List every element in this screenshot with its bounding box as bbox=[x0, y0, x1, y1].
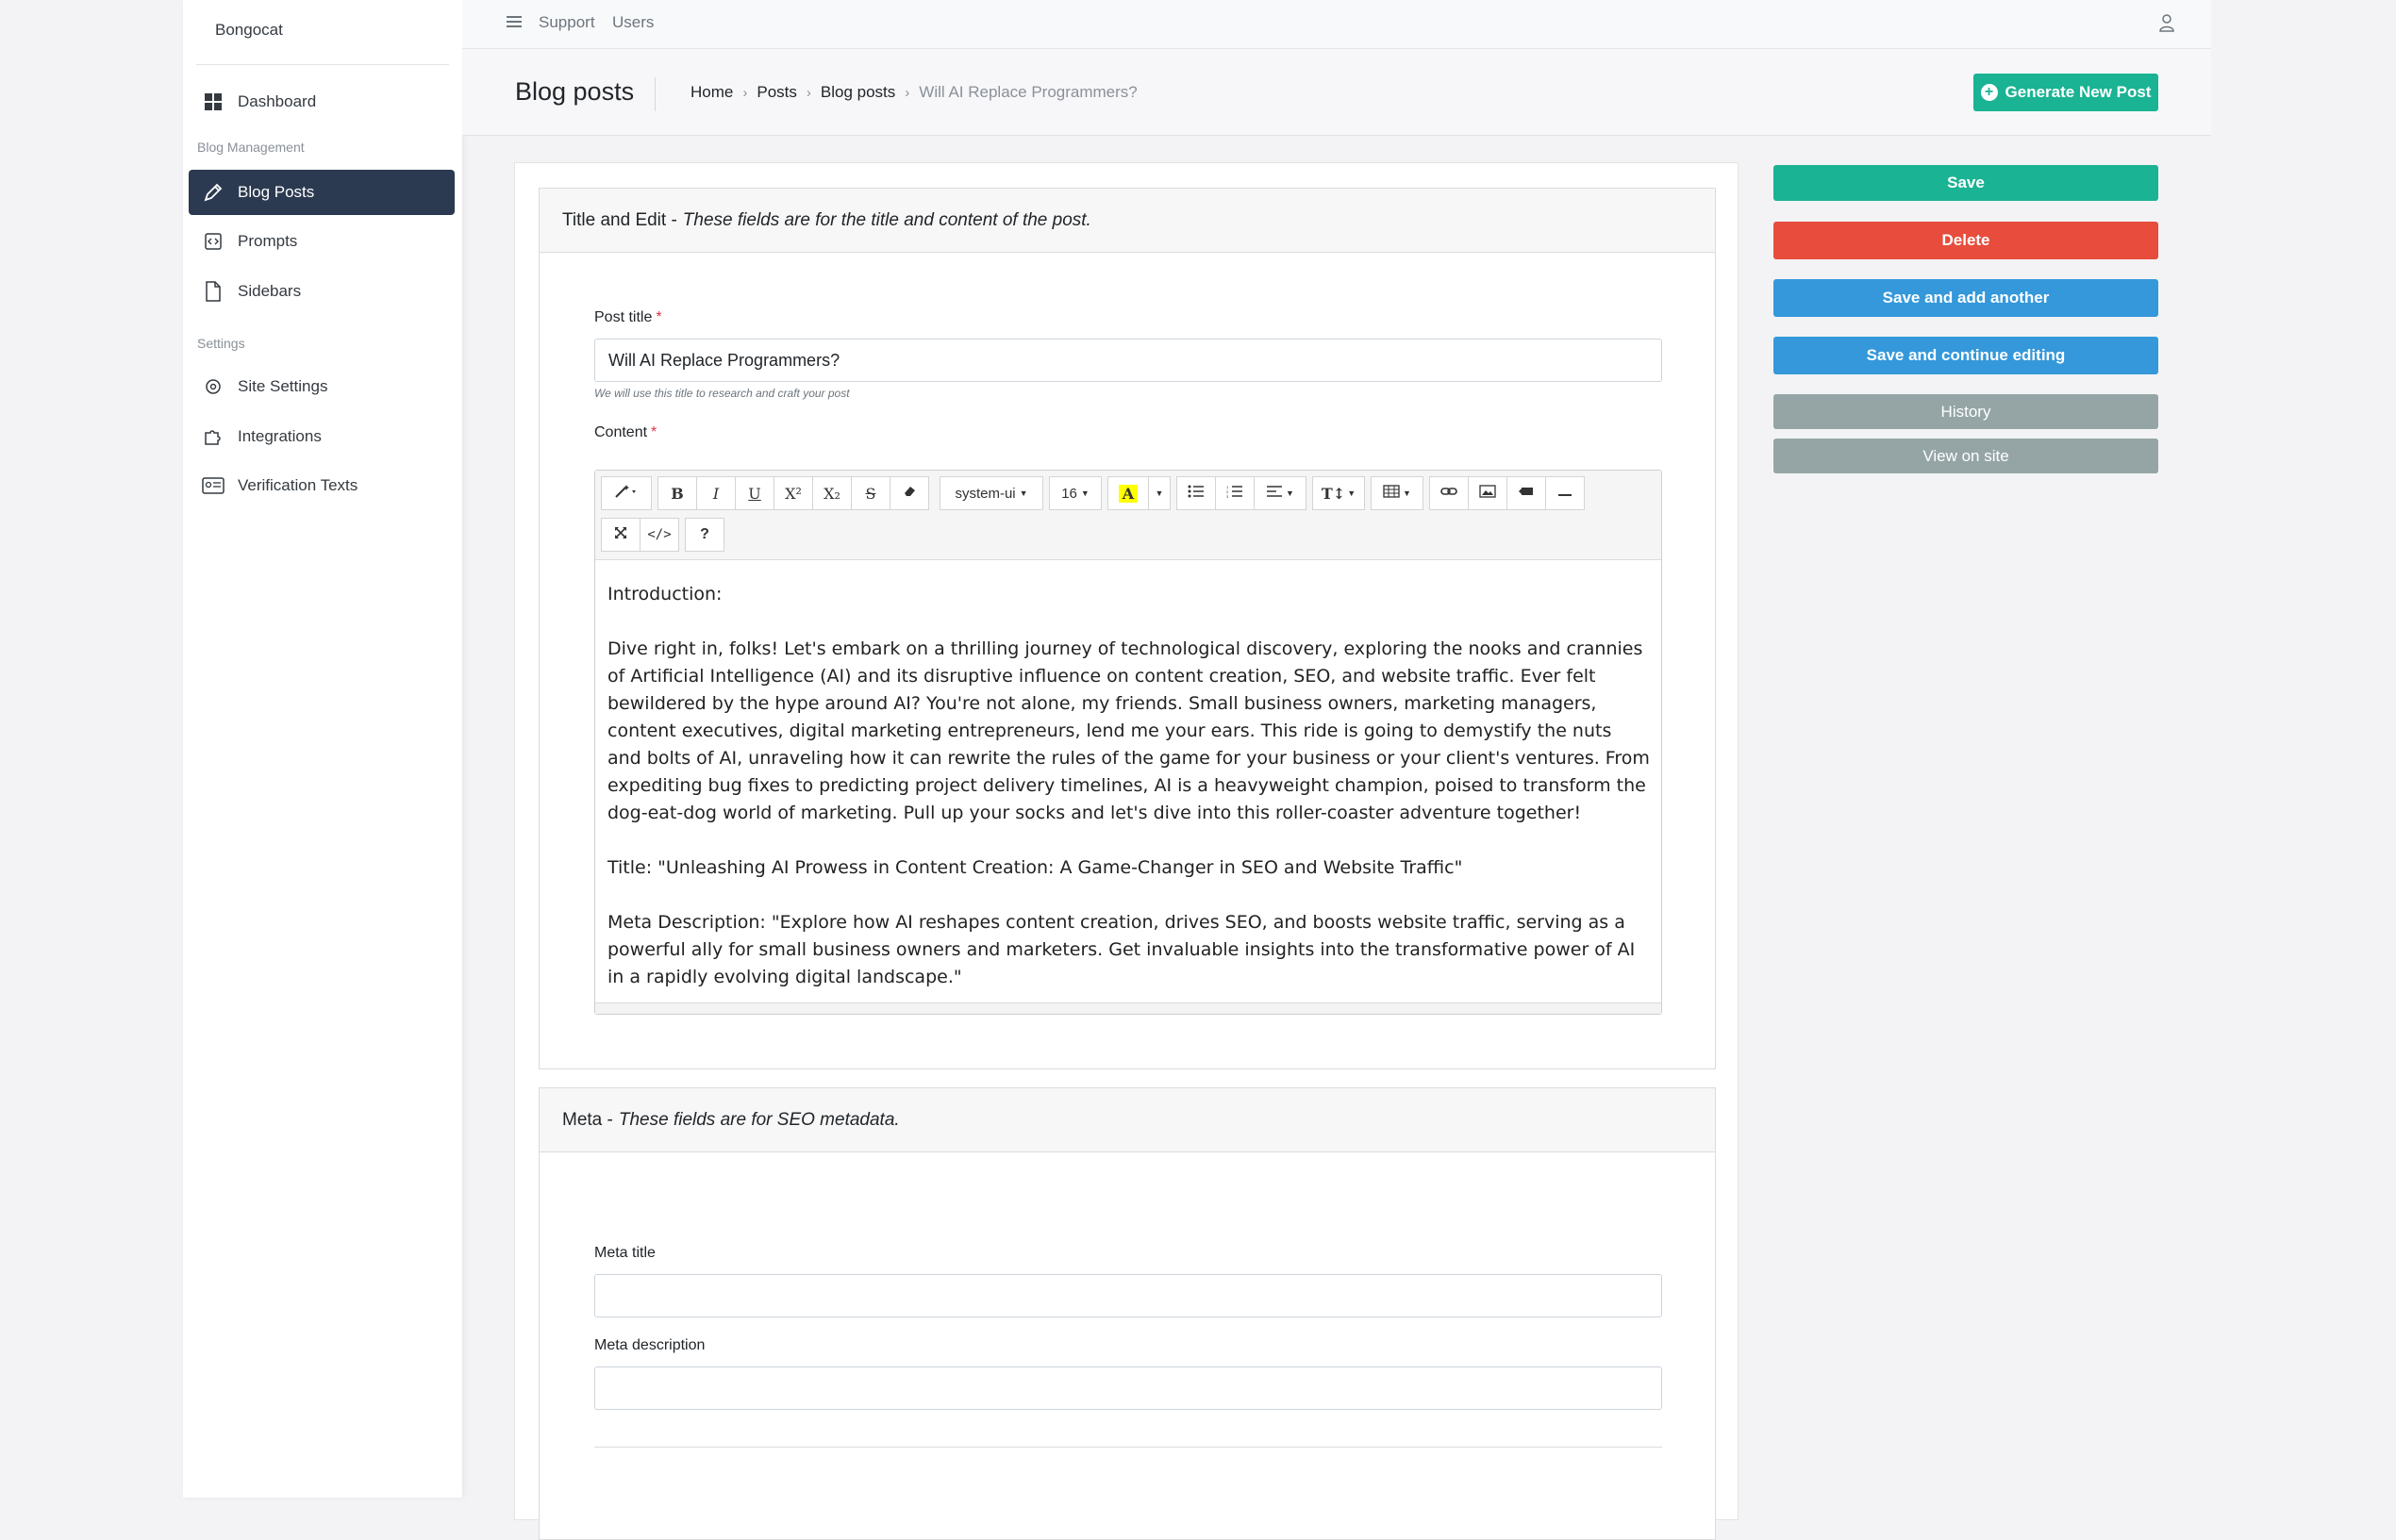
breadcrumb bbox=[691, 83, 1138, 102]
rich-text-editor bbox=[594, 470, 1662, 1015]
delete-button[interactable]: Delete bbox=[1773, 222, 2158, 259]
post-title-label bbox=[594, 309, 662, 326]
expand-icon bbox=[614, 526, 627, 544]
user-icon[interactable] bbox=[2158, 13, 2175, 37]
breadcrumb-separator: › bbox=[806, 84, 811, 101]
top-navbar bbox=[462, 0, 2211, 49]
sidebar-item-label: Sidebars bbox=[238, 282, 302, 300]
breadcrumb-home[interactable]: Home bbox=[691, 83, 734, 101]
code-square-icon bbox=[202, 230, 225, 253]
sidebar-item-label: Dashboard bbox=[238, 92, 317, 110]
editor-content[interactable] bbox=[595, 560, 1661, 1003]
caret-down-icon: ▼ bbox=[1080, 488, 1090, 498]
caret-down-icon: ▼ bbox=[1286, 488, 1294, 498]
required-marker: * bbox=[656, 309, 662, 325]
post-title-label-text: Post title bbox=[594, 309, 653, 325]
content-paragraph: Title: "Unleashing AI Prowess in Content Creation: A Game-Changer in SEO and Website Traffic" bbox=[607, 857, 1463, 878]
color-dropdown-button[interactable] bbox=[1148, 476, 1171, 510]
users-link[interactable]: Users bbox=[612, 13, 655, 31]
editor-resize-bar[interactable] bbox=[595, 1002, 1661, 1014]
strikethrough-button[interactable]: S bbox=[851, 476, 890, 510]
save-continue-editing-button[interactable]: Save and continue editing bbox=[1773, 337, 2158, 374]
sidebar-item-site-settings[interactable] bbox=[189, 364, 455, 409]
paragraph-align-button[interactable] bbox=[1254, 476, 1306, 510]
plus-circle-icon: + bbox=[1981, 84, 1998, 101]
brand-name[interactable]: Bongocat bbox=[215, 21, 283, 39]
caret-down-icon: ▼ bbox=[1403, 488, 1411, 498]
brand-divider bbox=[196, 64, 449, 65]
underline-button[interactable]: U bbox=[735, 476, 774, 510]
insert-video-button[interactable] bbox=[1506, 476, 1546, 510]
post-title-help: We will use this title to research and craft your post bbox=[594, 387, 850, 400]
meta-panel bbox=[539, 1087, 1716, 1540]
ordered-list-button[interactable] bbox=[1215, 476, 1255, 510]
image-icon bbox=[1479, 485, 1496, 503]
italic-button[interactable]: I bbox=[696, 476, 736, 510]
video-icon bbox=[1518, 485, 1535, 502]
history-button[interactable]: History bbox=[1773, 394, 2158, 429]
form-divider bbox=[594, 1447, 1662, 1448]
font-size-select[interactable] bbox=[1049, 476, 1102, 510]
eraser-button[interactable] bbox=[890, 476, 929, 510]
dashboard-icon bbox=[202, 91, 225, 113]
title-divider bbox=[655, 77, 656, 111]
panel-heading-note: These fields are for the title and content of the post. bbox=[682, 209, 1091, 230]
caret-down-icon: ▼ bbox=[1347, 488, 1356, 498]
ordered-list-icon bbox=[1226, 485, 1243, 503]
subscript-button[interactable]: X₂ bbox=[812, 476, 852, 510]
text-height-icon: T↕ bbox=[1321, 484, 1346, 503]
content-paragraph: Meta Description: "Explore how AI reshapes content creation, drives SEO, and boosts website traffic, serving as a powerful ally for small business owners and marketers. Get invaluable insights into the transformative power of AI in a rapidly evolving digital landscape." bbox=[607, 912, 1636, 987]
support-link[interactable]: Support bbox=[539, 13, 595, 31]
magic-style-button[interactable] bbox=[601, 476, 652, 510]
id-card-icon bbox=[202, 474, 225, 497]
meta-description-input[interactable] bbox=[594, 1366, 1662, 1410]
help-button[interactable]: ? bbox=[685, 518, 724, 552]
svg-text:3: 3 bbox=[1226, 493, 1229, 498]
title-edit-panel-header bbox=[540, 189, 1715, 253]
page-header bbox=[462, 49, 2211, 136]
unordered-list-button[interactable] bbox=[1176, 476, 1216, 510]
generate-new-post-button[interactable] bbox=[1973, 74, 2158, 111]
sidebar-item-sidebars[interactable] bbox=[189, 269, 455, 314]
title-edit-panel bbox=[539, 188, 1716, 1069]
sidebar-item-label: Site Settings bbox=[238, 377, 328, 395]
page-title: Blog posts bbox=[515, 77, 635, 106]
code-view-button[interactable]: </> bbox=[640, 518, 679, 552]
horizontal-rule-icon bbox=[1557, 485, 1572, 502]
panel-heading-note: These fields are for SEO metadata. bbox=[618, 1109, 900, 1130]
meta-panel-header bbox=[540, 1088, 1715, 1152]
unordered-list-icon bbox=[1188, 485, 1205, 503]
font-size-value: 16 bbox=[1061, 485, 1077, 502]
bold-button[interactable]: B bbox=[657, 476, 697, 510]
table-button[interactable] bbox=[1371, 476, 1423, 510]
sidebar-item-verification-texts[interactable] bbox=[189, 463, 455, 508]
save-button[interactable]: Save bbox=[1773, 165, 2158, 201]
save-add-another-button[interactable]: Save and add another bbox=[1773, 279, 2158, 317]
meta-title-label: Meta title bbox=[594, 1245, 656, 1261]
font-family-select[interactable] bbox=[940, 476, 1043, 510]
content-label bbox=[594, 424, 657, 441]
sidebar-item-label: Verification Texts bbox=[238, 476, 358, 494]
table-icon bbox=[1383, 485, 1400, 503]
align-left-icon bbox=[1266, 485, 1283, 503]
sidebar-item-label: Integrations bbox=[238, 427, 322, 445]
view-on-site-button[interactable]: View on site bbox=[1773, 439, 2158, 473]
panel-heading: Title and Edit - bbox=[562, 209, 677, 230]
breadcrumb-current: Will AI Replace Programmers? bbox=[919, 83, 1138, 101]
font-family-value: system-ui bbox=[955, 485, 1016, 502]
sidebar-item-prompts[interactable] bbox=[189, 219, 455, 264]
eraser-icon bbox=[902, 485, 917, 503]
text-color-icon: A bbox=[1119, 485, 1138, 503]
sidebar-item-label: Blog Posts bbox=[238, 183, 315, 201]
breadcrumb-separator: › bbox=[742, 84, 748, 101]
breadcrumb-blog-posts[interactable]: Blog posts bbox=[820, 83, 896, 101]
caret-down-icon: ▼ bbox=[1019, 488, 1028, 498]
content-label-text: Content bbox=[594, 424, 648, 440]
generate-new-post-label: Generate New Post bbox=[2005, 83, 2152, 101]
section-header-settings: Settings bbox=[197, 336, 245, 351]
file-icon bbox=[202, 280, 225, 303]
puzzle-icon bbox=[202, 425, 225, 448]
svg-text:1: 1 bbox=[1226, 484, 1229, 489]
link-icon bbox=[1440, 485, 1457, 502]
insert-image-button[interactable] bbox=[1468, 476, 1507, 510]
gear-icon bbox=[202, 375, 225, 398]
required-marker: * bbox=[651, 424, 657, 440]
sidebar bbox=[183, 0, 462, 1498]
post-title-input[interactable]: Will AI Replace Programmers? bbox=[594, 339, 1662, 382]
caret-down-icon: ▼ bbox=[1155, 488, 1164, 498]
text-color-button[interactable] bbox=[1107, 476, 1149, 510]
insert-link-button[interactable] bbox=[1429, 476, 1469, 510]
sidebar-item-label: Prompts bbox=[238, 232, 298, 250]
sidebar-item-blog-posts[interactable] bbox=[189, 170, 455, 215]
panel-heading: Meta - bbox=[562, 1109, 613, 1130]
change-form bbox=[514, 162, 1739, 1520]
hamburger-menu-icon[interactable] bbox=[506, 13, 523, 35]
pencil-icon bbox=[202, 181, 225, 204]
line-height-button[interactable] bbox=[1312, 476, 1365, 510]
svg-text:2: 2 bbox=[1226, 488, 1229, 494]
fullscreen-button[interactable] bbox=[601, 518, 641, 552]
horizontal-rule-button[interactable] bbox=[1545, 476, 1585, 510]
sidebar-item-dashboard[interactable] bbox=[189, 79, 455, 124]
magic-wand-icon bbox=[614, 484, 639, 504]
content-paragraph: Dive right in, folks! Let's embark on a thrilling journey of technological discovery, exploring the nooks and crannies of Artificial Intelligence (AI) and its disruptive influence on content creation, SEO, and website traffic. Ever felt bewildered by the hype around AI? You're not alone, my friends. Small business owners, marketing managers, content executives, digital marketing entrepreneurs, lend me your ears. This ride is going to demystify the nuts and bolts of AI, unraveling how it can rewrite the rules of the game for your business or your client's ventures. From expediting bug fixes to predicting project delivery timelines, AI is a heavyweight champion, poised to transform the dog-eat-dog world of marketing. Pull up your socks and let's dive into this roller-coaster adventure together! bbox=[607, 638, 1650, 823]
section-header-blog: Blog Management bbox=[197, 140, 305, 155]
content-paragraph: Introduction: bbox=[607, 584, 723, 604]
meta-description-label: Meta description bbox=[594, 1337, 706, 1353]
breadcrumb-posts[interactable]: Posts bbox=[757, 83, 797, 101]
editor-toolbar bbox=[595, 471, 1661, 560]
sidebar-item-integrations[interactable] bbox=[189, 414, 455, 459]
superscript-button[interactable]: X² bbox=[774, 476, 813, 510]
meta-title-input[interactable] bbox=[594, 1274, 1662, 1317]
breadcrumb-separator: › bbox=[905, 84, 910, 101]
